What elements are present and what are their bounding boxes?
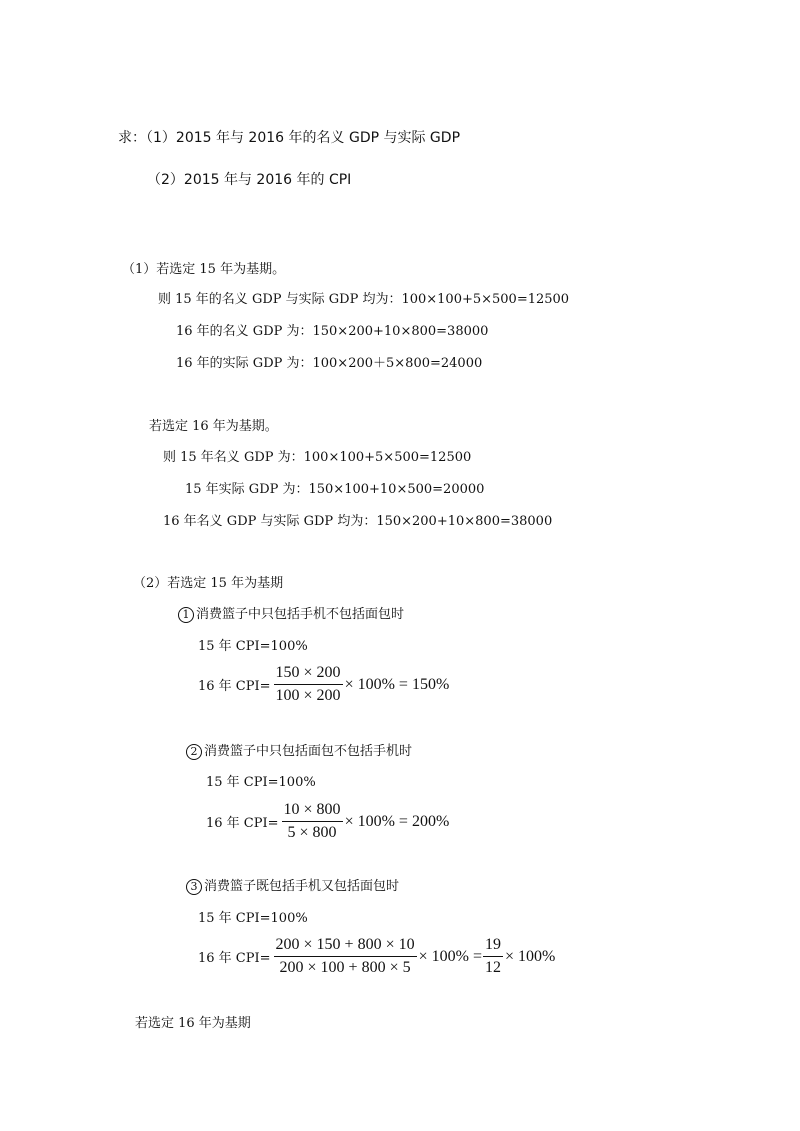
part1-base15-line3: 16 年的实际 GDP 为：100×200＋5×800=24000	[176, 356, 483, 371]
case3-denominator: 200 × 100 + 800 × 5	[279, 959, 411, 976]
circled-number-3: 3	[186, 879, 202, 895]
case2-numerator: 10 × 800	[282, 801, 343, 822]
case1-cpi16-label: 16 年 CPI=	[198, 679, 271, 694]
part1-base15-line2: 16 年的名义 GDP 为：150×200+10×800=38000	[176, 324, 489, 339]
case2-result: × 100% = 200%	[344, 812, 450, 830]
case2-fraction	[282, 801, 343, 842]
case3-cpi16-label: 16 年 CPI=	[198, 951, 271, 966]
case1-fraction	[274, 664, 343, 705]
case1-denominator: 100 × 200	[275, 687, 341, 704]
part1-base16-line3: 16 年名义 GDP 与实际 GDP 均为：150×200+10×800=38000	[163, 514, 553, 529]
question-line-2: （2）2015 年与 2016 年的 CPI	[147, 172, 352, 188]
case1-cpi15: 15 年 CPI=100%	[198, 639, 308, 654]
case3-fraction-2-numerator: 19	[483, 936, 503, 957]
part1-base16-heading: 若选定 16 年为基期。	[149, 419, 278, 434]
part1-base15-line1: 则 15 年的名义 GDP 与实际 GDP 均为：100×100+5×500=12500	[158, 292, 570, 307]
part1-base16-line2: 15 年实际 GDP 为：150×100+10×500=20000	[185, 482, 485, 497]
case3-mid: × 100% =	[418, 947, 482, 965]
part2-base16-heading: 若选定 16 年为基期	[135, 1016, 251, 1031]
case2-title-row	[186, 744, 412, 760]
part1-base16-line1: 则 15 年名义 GDP 为：100×100+5×500=12500	[163, 450, 472, 465]
case2-formula	[206, 801, 449, 842]
case3-fraction-2-denominator: 12	[484, 959, 501, 976]
case1-numerator: 150 × 200	[274, 664, 343, 685]
case3-result: × 100%	[504, 947, 556, 965]
case2-cpi16-label: 16 年 CPI=	[206, 816, 279, 831]
case2-title: 消费篮子中只包括面包不包括手机时	[204, 744, 413, 759]
case3-cpi15: 15 年 CPI=100%	[198, 911, 308, 926]
case1-title-row	[178, 607, 404, 623]
case1-result: × 100% = 150%	[344, 675, 450, 693]
case3-title-row	[186, 879, 399, 895]
circled-number-2: 2	[186, 744, 202, 760]
part1-heading: （1）若选定 15 年为基期。	[122, 262, 286, 277]
case3-formula	[198, 936, 555, 977]
case2-denominator: 5 × 800	[287, 824, 337, 841]
part2-heading: （2）若选定 15 年为基期	[133, 576, 284, 591]
case1-formula	[198, 664, 449, 705]
case3-fraction	[274, 936, 417, 977]
case3-numerator: 200 × 150 + 800 × 10	[274, 936, 417, 957]
case3-fraction-2	[483, 936, 503, 977]
case1-title: 消费篮子中只包括手机不包括面包时	[196, 607, 405, 622]
case2-cpi15: 15 年 CPI=100%	[206, 775, 316, 790]
case3-title: 消费篮子既包括手机又包括面包时	[204, 879, 400, 894]
circled-number-1: 1	[178, 607, 194, 623]
question-line-1: 求：（1）2015 年与 2016 年的名义 GDP 与实际 GDP	[118, 130, 461, 146]
